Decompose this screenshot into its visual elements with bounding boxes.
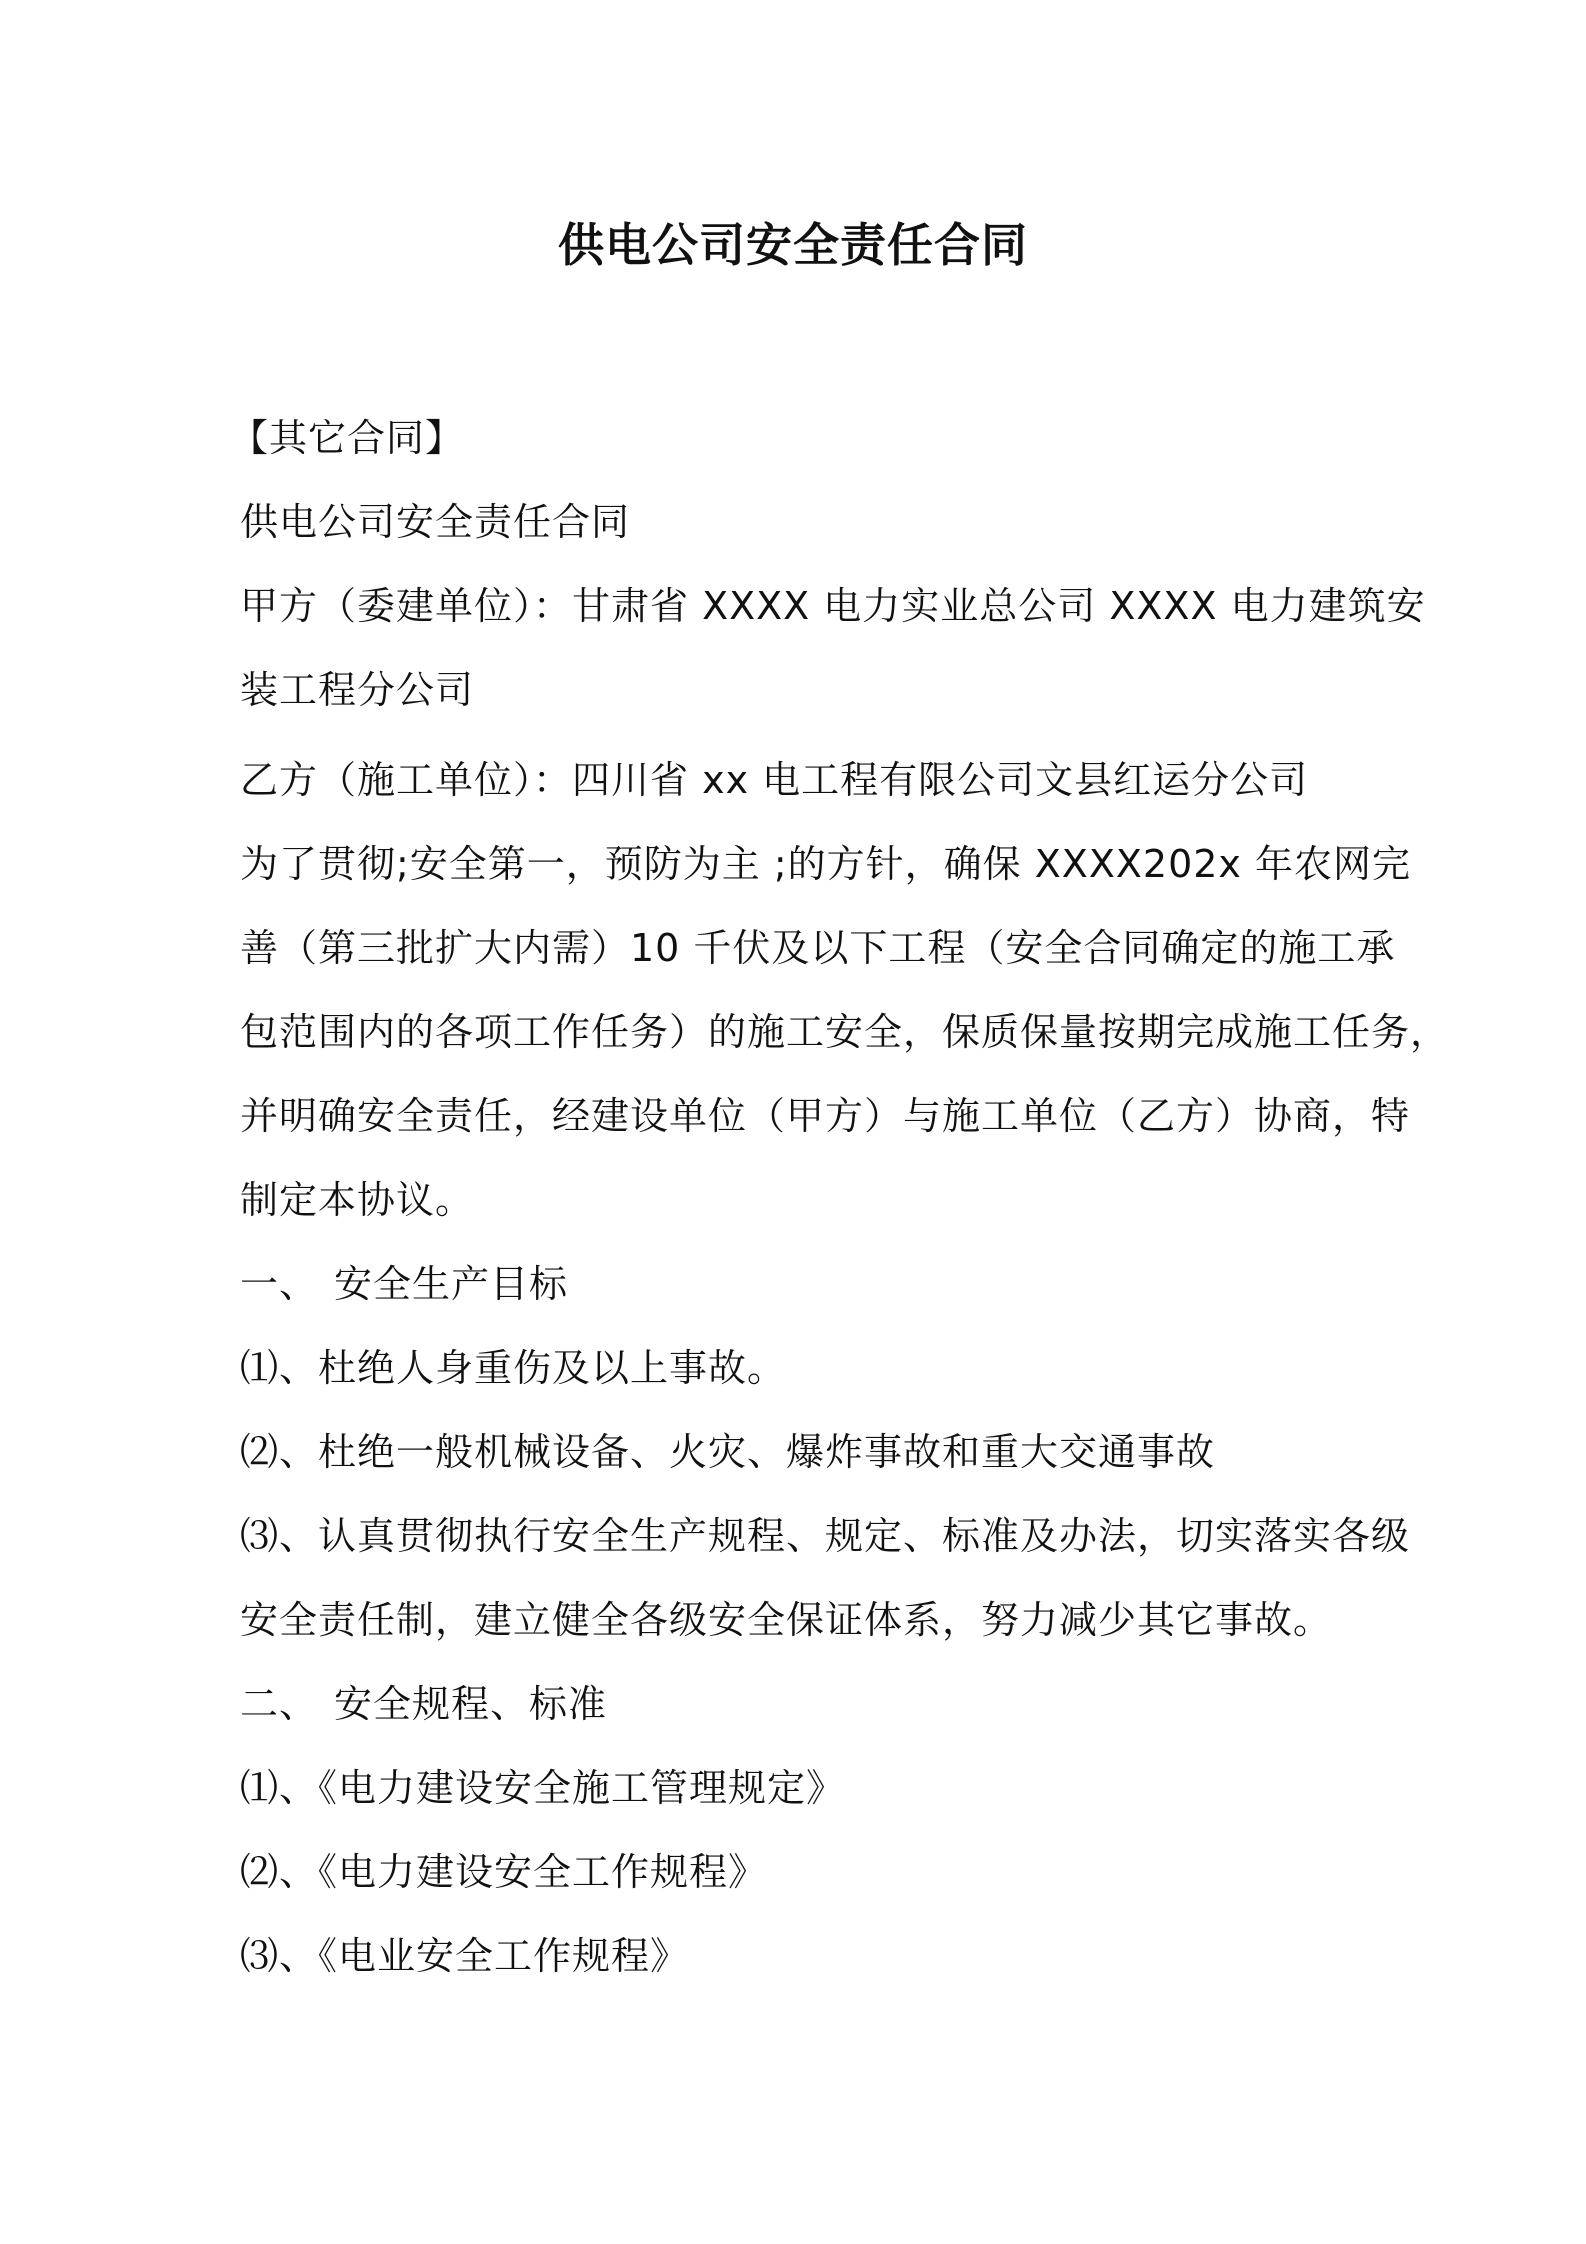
section-1-item: 安全责任制，建立健全各级安全保证体系，努力减少其它事故。 (240, 1598, 1333, 1642)
section-2-number: 二、 (240, 1682, 319, 1726)
intro-line: 为了贯彻;安全第一，预防为主 ;的方针，确保 XXXX202x 年农网完 (240, 842, 1411, 886)
section-1-item: ⑵、杜绝一般机械设备、火灾、爆炸事故和重大交通事故 (240, 1430, 1216, 1474)
section-2-item: ⑴、《电力建设安全施工管理规定》 (240, 1766, 846, 1810)
party-b-line: 乙方（施工单位）：四川省 xx 电工程有限公司文县红运分公司 (240, 758, 1309, 802)
document-title: 供电公司安全责任合同 (558, 218, 1028, 272)
party-a-line-2: 装工程分公司 (240, 668, 475, 712)
section-1-item: ⑴、杜绝人身重伤及以上事故。 (240, 1346, 787, 1390)
intro-line: 包范围内的各项工作任务）的施工安全，保质保量按期完成施工任务， (240, 1010, 1450, 1054)
section-1-heading (240, 1256, 568, 1312)
contract-subtitle: 供电公司安全责任合同 (240, 500, 631, 544)
section-1-title: 安全生产目标 (334, 1262, 569, 1306)
section-2-title: 安全规程、标准 (334, 1682, 608, 1726)
section-2-item: ⑵、《电力建设安全工作规程》 (240, 1850, 768, 1894)
contract-category: 【其它合同】 (230, 416, 465, 460)
party-a-line-1: 甲方（委建单位）：甘肃省 XXXX 电力实业总公司 XXXX 电力建筑安 (240, 584, 1426, 628)
section-1-number: 一、 (240, 1262, 319, 1306)
section-2-item: ⑶、《电业安全工作规程》 (240, 1934, 690, 1978)
intro-line: 善（第三批扩大内需）10 千伏及以下工程（安全合同确定的施工承 (240, 926, 1396, 970)
intro-line: 制定本协议。 (240, 1178, 475, 1222)
section-2-heading (240, 1676, 607, 1732)
section-1-item: ⑶、认真贯彻执行安全生产规程、规定、标准及办法，切实落实各级 (240, 1514, 1411, 1558)
intro-line: 并明确安全责任，经建设单位（甲方）与施工单位（乙方）协商，特 (240, 1094, 1411, 1138)
